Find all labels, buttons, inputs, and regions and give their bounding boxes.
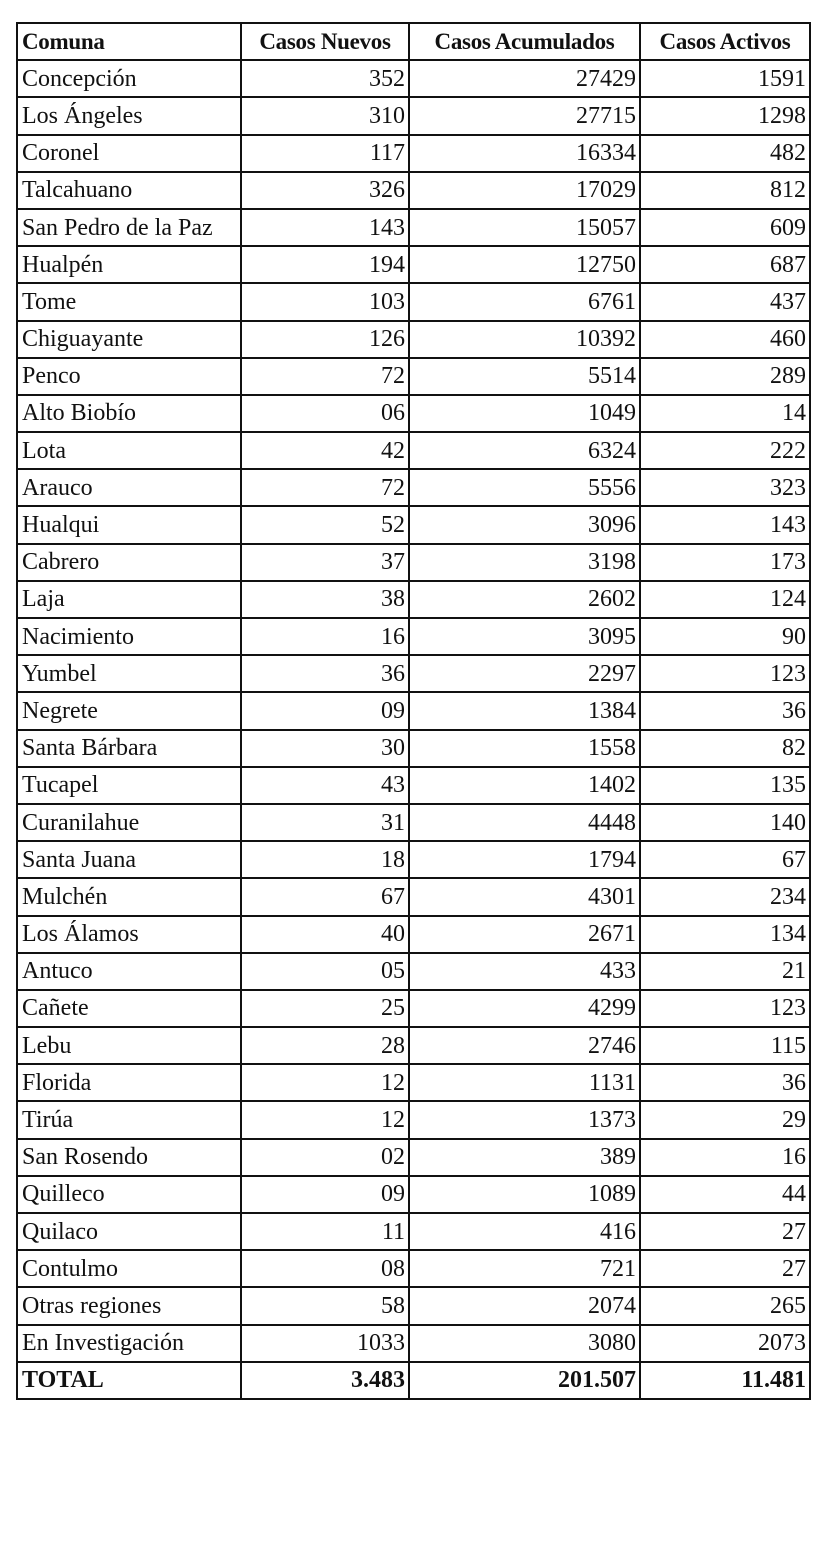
cell-comuna: Lebu [17, 1027, 241, 1064]
cell-casos-activos: 27 [640, 1213, 810, 1250]
cell-casos-activos: 289 [640, 358, 810, 395]
cell-casos-nuevos: 310 [241, 97, 409, 134]
cell-casos-nuevos: 103 [241, 283, 409, 320]
cell-casos-nuevos: 126 [241, 321, 409, 358]
cell-casos-acumulados: 416 [409, 1213, 640, 1250]
cell-casos-nuevos: 25 [241, 990, 409, 1027]
table-row [17, 60, 810, 97]
cell-casos-acumulados: 4448 [409, 804, 640, 841]
cell-comuna: Talcahuano [17, 172, 241, 209]
table-row [17, 916, 810, 953]
cell-casos-nuevos: 42 [241, 432, 409, 469]
table-row [17, 172, 810, 209]
cell-casos-activos: 2073 [640, 1325, 810, 1362]
cell-comuna: Tirúa [17, 1101, 241, 1138]
cell-casos-acumulados: 6324 [409, 432, 640, 469]
cell-casos-activos: 234 [640, 878, 810, 915]
cell-casos-nuevos: 352 [241, 60, 409, 97]
cell-casos-acumulados: 27429 [409, 60, 640, 97]
cell-casos-acumulados: 3198 [409, 544, 640, 581]
cell-casos-acumulados: 2671 [409, 916, 640, 953]
cell-casos-nuevos: 38 [241, 581, 409, 618]
cell-comuna: En Investigación [17, 1325, 241, 1362]
cell-casos-nuevos: 16 [241, 618, 409, 655]
cell-comuna: Concepción [17, 60, 241, 97]
cell-casos-nuevos: 12 [241, 1064, 409, 1101]
table-row [17, 1027, 810, 1064]
cell-casos-nuevos: 09 [241, 692, 409, 729]
cell-casos-nuevos: 1033 [241, 1325, 409, 1362]
cell-casos-nuevos: 06 [241, 395, 409, 432]
table-row [17, 618, 810, 655]
cell-casos-activos: 115 [640, 1027, 810, 1064]
table-row [17, 246, 810, 283]
cell-comuna: Santa Juana [17, 841, 241, 878]
table-row [17, 97, 810, 134]
cell-comuna: Otras regiones [17, 1287, 241, 1324]
cell-casos-acumulados: 1089 [409, 1176, 640, 1213]
table-row [17, 321, 810, 358]
table-row [17, 953, 810, 990]
cell-comuna: Alto Biobío [17, 395, 241, 432]
cell-casos-activos: 265 [640, 1287, 810, 1324]
table-row [17, 1176, 810, 1213]
cell-casos-acumulados: 17029 [409, 172, 640, 209]
cell-casos-nuevos: 40 [241, 916, 409, 953]
cell-comuna: Contulmo [17, 1250, 241, 1287]
cell-casos-activos: 67 [640, 841, 810, 878]
cell-casos-acumulados: 4299 [409, 990, 640, 1027]
cases-table-container [16, 22, 809, 1400]
cell-casos-nuevos: 05 [241, 953, 409, 990]
cell-comuna: San Pedro de la Paz [17, 209, 241, 246]
cell-casos-nuevos: 12 [241, 1101, 409, 1138]
cell-casos-activos: 36 [640, 692, 810, 729]
cell-casos-acumulados: 1384 [409, 692, 640, 729]
cell-casos-activos: 482 [640, 135, 810, 172]
table-body [17, 60, 810, 1362]
cell-casos-acumulados: 2602 [409, 581, 640, 618]
cell-casos-activos: 1298 [640, 97, 810, 134]
table-row [17, 692, 810, 729]
cell-casos-acumulados: 389 [409, 1139, 640, 1176]
cell-casos-activos: 173 [640, 544, 810, 581]
cell-casos-activos: 27 [640, 1250, 810, 1287]
table-row [17, 878, 810, 915]
cell-casos-nuevos: 143 [241, 209, 409, 246]
cell-casos-nuevos: 72 [241, 469, 409, 506]
cell-casos-activos: 36 [640, 1064, 810, 1101]
table-row [17, 283, 810, 320]
cell-casos-activos: 609 [640, 209, 810, 246]
cell-casos-acumulados: 1794 [409, 841, 640, 878]
cell-comuna: San Rosendo [17, 1139, 241, 1176]
table-row [17, 804, 810, 841]
total-label: TOTAL [17, 1362, 241, 1399]
cell-casos-acumulados: 12750 [409, 246, 640, 283]
cell-comuna: Coronel [17, 135, 241, 172]
cell-comuna: Cañete [17, 990, 241, 1027]
cell-comuna: Los Ángeles [17, 97, 241, 134]
cell-casos-nuevos: 02 [241, 1139, 409, 1176]
table-row [17, 1325, 810, 1362]
cell-casos-activos: 82 [640, 730, 810, 767]
cell-comuna: Santa Bárbara [17, 730, 241, 767]
table-row [17, 209, 810, 246]
cell-casos-acumulados: 5556 [409, 469, 640, 506]
cell-casos-nuevos: 30 [241, 730, 409, 767]
cell-comuna: Curanilahue [17, 804, 241, 841]
cell-casos-acumulados: 721 [409, 1250, 640, 1287]
cell-casos-acumulados: 3095 [409, 618, 640, 655]
cell-casos-nuevos: 72 [241, 358, 409, 395]
table-row [17, 1101, 810, 1138]
cell-casos-activos: 16 [640, 1139, 810, 1176]
cases-by-commune-table [16, 22, 811, 1400]
cell-casos-nuevos: 18 [241, 841, 409, 878]
cell-casos-activos: 90 [640, 618, 810, 655]
cell-casos-acumulados: 1558 [409, 730, 640, 767]
cell-casos-activos: 135 [640, 767, 810, 804]
cell-comuna: Mulchén [17, 878, 241, 915]
cell-casos-acumulados: 4301 [409, 878, 640, 915]
table-row [17, 1213, 810, 1250]
cell-comuna: Yumbel [17, 655, 241, 692]
header-casos-activos: Casos Activos [640, 23, 810, 60]
table-row [17, 730, 810, 767]
cell-casos-acumulados: 2074 [409, 1287, 640, 1324]
cell-comuna: Florida [17, 1064, 241, 1101]
cell-casos-nuevos: 117 [241, 135, 409, 172]
cell-comuna: Antuco [17, 953, 241, 990]
table-row [17, 1287, 810, 1324]
cell-casos-acumulados: 433 [409, 953, 640, 990]
cell-casos-activos: 44 [640, 1176, 810, 1213]
table-row [17, 1139, 810, 1176]
cell-casos-activos: 687 [640, 246, 810, 283]
cell-casos-activos: 14 [640, 395, 810, 432]
header-casos-acumulados: Casos Acumulados [409, 23, 640, 60]
cell-casos-acumulados: 2297 [409, 655, 640, 692]
total-casos-nuevos: 3.483 [241, 1362, 409, 1399]
cell-casos-activos: 123 [640, 655, 810, 692]
table-row [17, 767, 810, 804]
cell-casos-activos: 460 [640, 321, 810, 358]
cell-casos-acumulados: 1402 [409, 767, 640, 804]
cell-casos-activos: 812 [640, 172, 810, 209]
cell-comuna: Cabrero [17, 544, 241, 581]
table-row [17, 1250, 810, 1287]
cell-casos-nuevos: 326 [241, 172, 409, 209]
cell-comuna: Los Álamos [17, 916, 241, 953]
cell-casos-nuevos: 37 [241, 544, 409, 581]
cell-casos-nuevos: 36 [241, 655, 409, 692]
cell-comuna: Tucapel [17, 767, 241, 804]
cell-casos-acumulados: 1131 [409, 1064, 640, 1101]
cell-casos-nuevos: 08 [241, 1250, 409, 1287]
cell-casos-acumulados: 27715 [409, 97, 640, 134]
cell-comuna: Laja [17, 581, 241, 618]
cell-casos-nuevos: 09 [241, 1176, 409, 1213]
cell-casos-activos: 21 [640, 953, 810, 990]
cell-casos-acumulados: 3080 [409, 1325, 640, 1362]
cell-casos-activos: 134 [640, 916, 810, 953]
header-comuna: Comuna [17, 23, 241, 60]
cell-casos-activos: 29 [640, 1101, 810, 1138]
cell-casos-nuevos: 28 [241, 1027, 409, 1064]
cell-casos-nuevos: 58 [241, 1287, 409, 1324]
table-row [17, 135, 810, 172]
cell-casos-acumulados: 3096 [409, 506, 640, 543]
table-header-row [17, 23, 810, 60]
cell-casos-activos: 143 [640, 506, 810, 543]
cell-casos-acumulados: 1373 [409, 1101, 640, 1138]
cell-casos-activos: 323 [640, 469, 810, 506]
cell-comuna: Quilaco [17, 1213, 241, 1250]
cell-casos-acumulados: 16334 [409, 135, 640, 172]
cell-casos-activos: 123 [640, 990, 810, 1027]
table-row [17, 655, 810, 692]
cell-casos-acumulados: 5514 [409, 358, 640, 395]
cell-casos-nuevos: 11 [241, 1213, 409, 1250]
table-row [17, 544, 810, 581]
table-row [17, 432, 810, 469]
table-row [17, 841, 810, 878]
total-row [17, 1362, 810, 1399]
cell-casos-nuevos: 194 [241, 246, 409, 283]
cell-casos-activos: 140 [640, 804, 810, 841]
cell-casos-activos: 124 [640, 581, 810, 618]
total-casos-activos: 11.481 [640, 1362, 810, 1399]
cell-casos-nuevos: 67 [241, 878, 409, 915]
cell-casos-nuevos: 52 [241, 506, 409, 543]
cell-comuna: Lota [17, 432, 241, 469]
cell-comuna: Chiguayante [17, 321, 241, 358]
table-row [17, 990, 810, 1027]
cell-casos-nuevos: 43 [241, 767, 409, 804]
header-casos-nuevos: Casos Nuevos [241, 23, 409, 60]
cell-casos-nuevos: 31 [241, 804, 409, 841]
table-row [17, 395, 810, 432]
cell-comuna: Hualqui [17, 506, 241, 543]
cell-comuna: Tome [17, 283, 241, 320]
cell-comuna: Negrete [17, 692, 241, 729]
cell-casos-activos: 437 [640, 283, 810, 320]
cell-casos-activos: 1591 [640, 60, 810, 97]
cell-casos-acumulados: 1049 [409, 395, 640, 432]
cell-comuna: Nacimiento [17, 618, 241, 655]
table-row [17, 1064, 810, 1101]
cell-casos-acumulados: 15057 [409, 209, 640, 246]
table-row [17, 581, 810, 618]
cell-casos-acumulados: 10392 [409, 321, 640, 358]
table-row [17, 506, 810, 543]
cell-comuna: Arauco [17, 469, 241, 506]
cell-comuna: Penco [17, 358, 241, 395]
total-casos-acumulados: 201.507 [409, 1362, 640, 1399]
table-row [17, 358, 810, 395]
cell-comuna: Hualpén [17, 246, 241, 283]
cell-casos-activos: 222 [640, 432, 810, 469]
cell-casos-acumulados: 6761 [409, 283, 640, 320]
cell-casos-acumulados: 2746 [409, 1027, 640, 1064]
cell-comuna: Quilleco [17, 1176, 241, 1213]
table-row [17, 469, 810, 506]
